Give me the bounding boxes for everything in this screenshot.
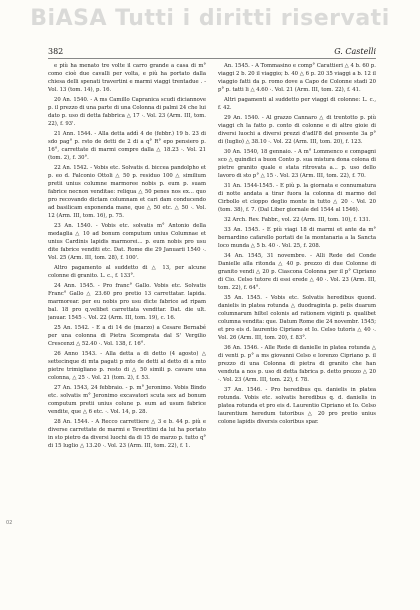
paragraph: 34 An. 1545, 31 novembre. - Alli Rede del Conde Danielle alla ritonda △ 40 p. prezzo di due Colonne di granito vendi △ 20 p. Ciascona Colonna per il p° Cipriano di Cio. Celso tutore di essi erede △ 40 ·. Vol. 23 (Arm. III, tom. 22), f. 64°. — [218, 253, 376, 291]
text-columns — [48, 62, 376, 592]
right-column — [218, 62, 376, 592]
paragraph: 27 An. 1543, 24 febbraio. - p. m° Jeronimo. Vobis Bindo etc. solvatis m° Jeronimo excavatori scuta sex ad bonum computum pretii unius colune p. eum ad usum fabrice vendite, que △ 6 etc. ·. Vol. 14, p. 28. — [48, 385, 206, 415]
paragraph: Altro pagamento al suddetto di △ 13, per alcune colonne di granito. L. c., f. 133°. — [48, 265, 206, 279]
paragraph: 35 An. 1545. - Vobis etc. Solvatis heredibus quond. danielis in platea rotunda △ duodraginta p. pelis duarum columnarum hiltel colonis ad rationem viginti p. qualibet columna vendita: que. Datum Rome die 24 novembr. 1545; et pro eis d. laurentio Cipriano et Io. Celso tutoris △ 40 ·. Vol. 26 (Arm. III, tom. 20), f. 83°. — [218, 295, 376, 341]
paragraph: e più ha menato tre volte il carro grande a casa di m° como cioè due cavalli per volta, e più ha portato dalla chiesa delli spenati travertini e marmi viaggi trentadue . - Vol. 13 (tom. 14), p. 16. — [48, 63, 206, 93]
paragraph: 26 Anno 1543. - Alla detta a di detto (4 agosto) △ settecinque di mta pagati p mto de detti al detto di a mto pietre trimigliano p. resto di △ 50 simili p. cavare una colonna, △ 25 ·. Vol. 21 (tom. 2), f. 53. — [48, 351, 206, 381]
page-number: 382 — [48, 47, 64, 56]
paragraph: 32 Arch. Rev. Fabbr., vol. 22 (Arm. III, tom. 10), f. 131. — [224, 217, 371, 223]
paragraph: 36 An. 1546. - Alle Rede di danielle in platea rotunda △ di venti p. p° a ms giovanni Celso e lorenzo Cipriano p. il prezzo di una Colonna di pietra di granito che han venduta a nos p. uso di detta fabrica p. detto prezzo △ 20 ·. Vol. 23 (Arm. III, tom. 22), f. 78. — [218, 345, 376, 383]
left-column — [48, 62, 206, 592]
running-title: G. Castelli — [334, 47, 376, 56]
side-mark: 02 — [6, 520, 13, 526]
page-header — [48, 47, 376, 59]
watermark-text: BiASA Tutti i diritti riservati — [30, 6, 390, 31]
paragraph: 31 An. 1544-1545. - E più p. la giornata e connumatura di notte andata a tirar fuora la colonna di marmo del Cirbollo et cioppo deglio monte in tutto △ 20 ·. Vol. 20 (tom. 38), f. 7. (Dal Liber giornale del 1544 al 1546). — [218, 183, 376, 213]
paragraph: 24 Ann. 1545. - Pro franc° Gallo. Vobis etc. Solvatis Franc° Gallo △ 23.60 pro pretio 13 carrettatar. lapida. marmorear. per eu nobis pro usu dicte fabrice ad ripam bal. 18 pro q.velibet carrettata venditar. Dat. die ult. januar. 1545 ·. Vol. 22 (Arm. III, tom. 19), c. 16. — [48, 283, 206, 321]
paragraph: 33 An. 1545. - E più viagi 18 di marmi et ante da m° bernardino cafarello portati de la montanaria a la Sancta loco munda △ 5 b. 40 ·. Vol. 25, f. 208. — [218, 227, 376, 249]
paragraph: 21 Ann. 1544. - Alla detta addì 4 de (febbr.) 19 b. 23 di sdo pag° p. rsto de detti de 2 di a q° R° epo pensiero p. 16°, carrettate di marmi compre dalla △ 18.23 ·. Vol. 21 (tom. 2), f. 30°. — [48, 131, 206, 161]
paragraph: Altri pagamenti al suddetto per viaggi di colonne: L. c., f. 42. — [218, 97, 376, 111]
paragraph: 25 An. 1542. - E a di 14 de (marzo) a Cesare Bernabé per una colonna di Pietra Scomprata dal S' Vergilio Crescenzi △ 52.40 ·. Vol. 138, f. 16°. — [48, 325, 206, 347]
paragraph: 30 An. 1540, 18 gennaio. - A m° Lommenco e compagni sco △ quindici a buon Conto p. sua mistura dona colona di pietre granito quale e stata ritrovata a... p. uso dello lavoro di sto p° △ 15 ·. Vol. 23 (Arm. III, tom. 22), f. 70. — [218, 149, 376, 179]
paragraph: 28 An. 1544. - A Recco carrettiere △ 3 e b. 44 p. più e diverse carrettate de marmi e Teverttini da lui ha portato in sto pietro da diversi luochi da di 15 de marzo p. tutto q° di 15 luglio △ 13.20 ·. Vol. 23 (Arm. III, tom. 22), f. 1. — [48, 419, 206, 449]
paragraph: An. 1545. - A Tommasino e comp° Carattieri △ 4 b. 60 p. viaggi 2 b. 20 il viaggio; b. 40 △ 6 p. 20 35 viaggi a b. 12 il viaggio fatti da p. romo dove a Capo de Colonne stadi 20 p° p. tatti li △ 4.60 ·. Vol. 21 (Arm. III, tom. 22), f. 41. — [218, 63, 376, 93]
paragraph: 37 An. 1546. - Pro heredibus qu. danielis in platea rotunda. Vobis etc. solvatis heredibus q. d. danielis in platea rotunda et pro eis d. Laurentio Cipriano et Io. Celso laurentium heredum tutoribus △ 20 pro pretio unius colone lapidis diversis coloribus spar. — [218, 387, 376, 425]
paragraph: 23 An. 1540. - Vobis etc. solvatis m° Antonio della medaglia △ 10 ad bonum computum unius Columnae et unius Cardinis lapidis marmorei... p. eum nobis pro usu dite fabrice venditi etc. Dat. Rome die 29 Januarii 1540 ·. Vol. 25 (Arm. III, tom. 28), f. 100'. — [48, 223, 206, 261]
paragraph: 20 An. 1540. - A ms Camillo Capranica scudi diciannove p. il prezzo di una parte di una Colonna di palmi 24 che lui dato p. uso di detta fabbrica △ 17 ·. Vol. 23 (Arm. III, tom. 22), f. 93'. — [48, 97, 206, 127]
paragraph: 29 An. 1540. - Al grazzo Cannaro △ di trentotto p. più viaggi ch la fatto p. conto di colonne e di altre gioie di diversi luochi a diversi prezzi d'adll'8 del presente 3a p° di (luglio) △ 38.10 ·. Vol. 22 (Arm. III, tom. 20), f. 123. — [218, 115, 376, 145]
paragraph: 22 An. 1542. - Vobis etc. Solvatis d. biccea pandolpho et p. eo d. Falconio Ottoli △ 50 p. residuo 100 △ similium pretii unius columne marmoree nobis p. eum p. suam fabrice necnon venditae: reliqua △ 50 penes nos ex... quo pro recovando dictam columnam et cari dam conducendo ad basilicam exponenda mane, que △ 50 etc. △ 50 ·. Vol. 12 (Arm. III, tom. 16), p. 75. — [48, 165, 206, 219]
